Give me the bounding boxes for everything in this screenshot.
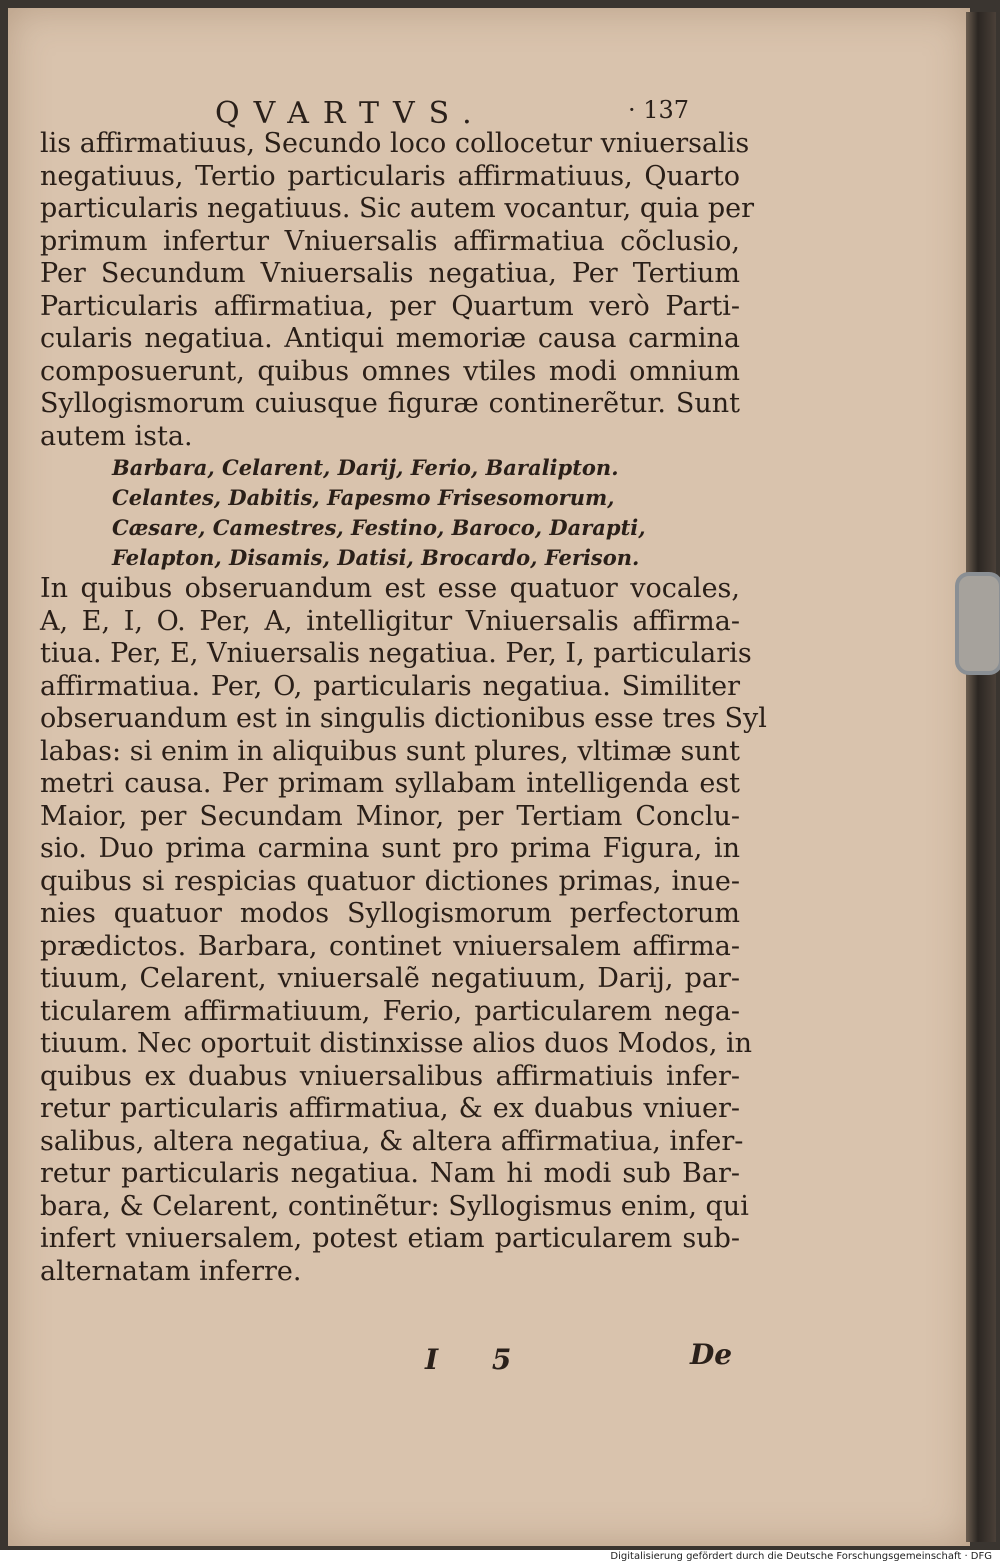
mnemonic-verse-line: Celantes, Dabitis, Fapesmo Frisesomorum,	[112, 485, 615, 510]
text-line: autem ista.	[40, 420, 193, 452]
text-line: negatiuus, Tertio particularis affirmatiuus, Quarto	[40, 160, 740, 192]
catchword: De	[690, 1338, 733, 1371]
text-line: Particularis affirmatiua, per Quartum verò Parti-	[40, 290, 740, 322]
running-head: QVARTVS.	[215, 96, 486, 131]
text-line: affirmatiua. Per, O, particularis negatiua. Similiter	[40, 670, 740, 702]
book-clasp	[955, 572, 1000, 675]
text-line: retur particularis affirmatiua, & ex duabus vniuer-	[40, 1093, 740, 1124]
text-line: A, E, I, O. Per, A, intelligitur Vniuersalis affirma-	[40, 605, 740, 637]
text-line: prædictos. Barbara, continet vniuersalem affirma-	[40, 930, 740, 962]
text-line: ticularem affirmatiuum, Ferio, particularem nega-	[40, 995, 740, 1027]
text-line: obseruandum est in singulis dictionibus esse tres Syl	[40, 703, 767, 734]
text-line: Syllogismorum cuiusque figuræ continerẽtur. Sunt	[40, 388, 740, 419]
text-line: primum infertur Vniuersalis affirmatiua cõclusio,	[40, 225, 740, 257]
page-edge	[966, 12, 996, 1542]
text-line: tiua. Per, E, Vniuersalis negatiua. Per, I, particularis	[40, 638, 752, 669]
text-line: lis affirmatiuus, Secundo loco collocetur vniuersalis	[40, 128, 750, 159]
mnemonic-verse-line: Cæsare, Camestres, Festino, Baroco, Darapti,	[112, 515, 646, 540]
text-line: alternatam inferre.	[40, 1255, 302, 1287]
text-line: Per Secundum Vniuersalis negatiua, Per Tertium	[40, 258, 740, 289]
text-line: Maior, per Secundam Minor, per Tertiam Conclu-	[40, 800, 740, 832]
text-line: bara, & Celarent, continẽtur: Syllogismus enim, qui	[40, 1190, 749, 1222]
text-line: tiuum. Nec oportuit distinxisse alios duos Modos, in	[40, 1028, 753, 1059]
text-line: In quibus obseruandum est esse quatuor vocales,	[40, 573, 740, 604]
text-line: quibus ex duabus vniuersalibus affirmatiuis infer-	[40, 1060, 740, 1092]
text-line: salibus, altera negatiua, & altera affirmatiua, infer-	[40, 1125, 744, 1157]
funding-credit: Digitalisierung gefördert durch die Deutsche Forschungsgemeinschaft · DFG	[610, 1551, 992, 1562]
mnemonic-verse-line: Barbara, Celarent, Darij, Ferio, Baralipton.	[112, 455, 619, 480]
mnemonic-verse-line: Felapton, Disamis, Datisi, Brocardo, Ferison.	[112, 545, 640, 570]
text-line: quibus si respicias quatuor dictiones primas, inue-	[40, 865, 740, 897]
text-line: infert vniuersalem, potest etiam particularem sub-	[40, 1223, 740, 1254]
text-line: tiuum, Celarent, vniuersalẽ negatiuum, Darij, par-	[40, 963, 740, 994]
body-text	[40, 128, 767, 1288]
text-line: composuerunt, quibus omnes vtiles modi omnium	[40, 355, 740, 387]
text-line: cularis negatiua. Antiqui memoriæ causa carmina	[40, 323, 740, 354]
signature-mark: I 5	[425, 1343, 534, 1376]
text-line: particularis negatiuus. Sic autem vocantur, quia per	[40, 193, 754, 224]
text-line: labas: si enim in aliquibus sunt plures, vltimæ sunt	[40, 735, 740, 767]
text-line: nies quatuor modos Syllogismorum perfectorum	[40, 898, 740, 929]
text-line: retur particularis negatiua. Nam hi modi sub Bar-	[40, 1158, 740, 1189]
page-number: · 137	[628, 96, 690, 124]
text-line: sio. Duo prima carmina sunt pro prima Figura, in	[40, 833, 740, 864]
text-line: metri causa. Per primam syllabam intelligenda est	[40, 768, 740, 799]
